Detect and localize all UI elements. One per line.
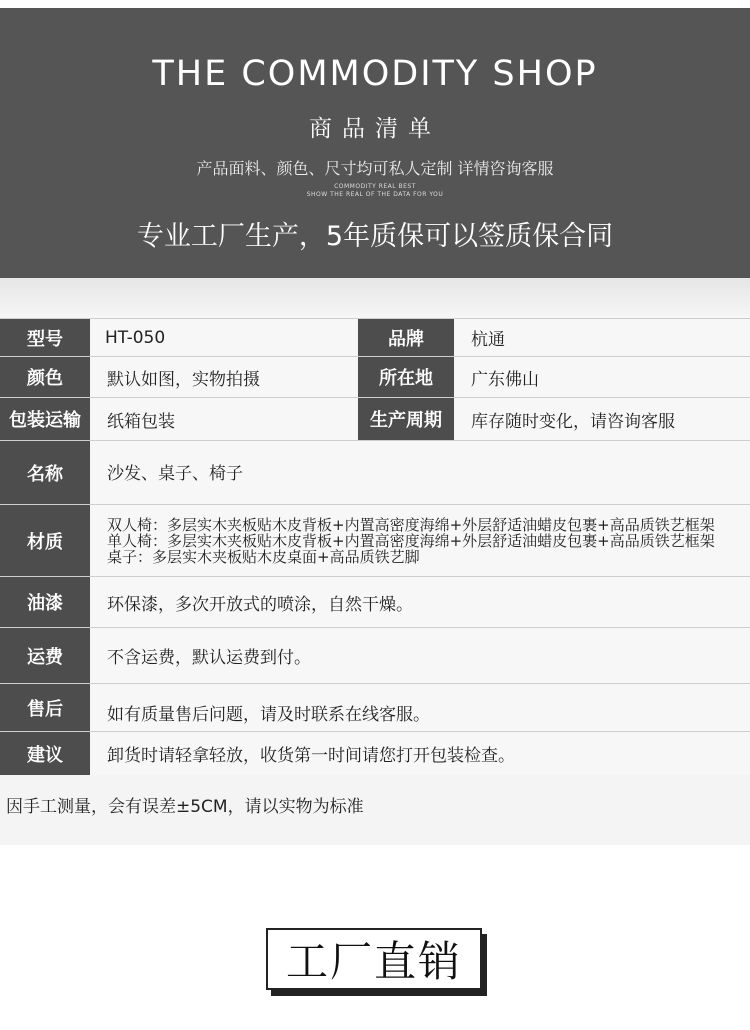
material-label: 材质: [0, 505, 90, 576]
model-label: 型号: [0, 319, 90, 356]
header-banner: [0, 8, 750, 278]
spec-row-aftersale: [0, 683, 750, 731]
name-label: 名称: [0, 441, 90, 504]
factory-direct-badge: 工厂直销: [266, 928, 482, 990]
material-value: [91, 505, 750, 576]
cycle-value: 库存随时变化，请咨询客服: [455, 398, 750, 440]
spec-row-paint: [0, 576, 750, 627]
origin-value: 广东佛山: [455, 357, 750, 397]
brand-label: 品牌: [358, 319, 454, 356]
spec-row-advice: [0, 731, 750, 775]
material-line-1: 双人椅：多层实木夹板贴木皮背板+内置高密度海绵+外层舒适油蜡皮包裹+高品质铁艺框架: [107, 515, 715, 534]
spec-row-freight: [0, 627, 750, 683]
customization-note: 产品面料、颜色、尺寸均可私人定制 详情咨询客服: [196, 159, 554, 178]
tiny-caption-1: COMMODITY REAL BEST: [334, 183, 416, 190]
model-value: HT-050: [91, 319, 357, 356]
color-label: 颜色: [0, 357, 90, 397]
spec-row-packing: [0, 397, 750, 440]
origin-label: 所在地: [358, 357, 454, 397]
tiny-caption-2: SHOW THE REAL OF THE DATA FOR YOU: [306, 191, 444, 198]
shop-subtitle: 商品清单: [309, 116, 441, 142]
cycle-label: 生产周期: [358, 398, 454, 440]
color-value: 默认如图，实物拍摄: [91, 357, 357, 397]
material-line-3: 桌子：多层实木夹板贴木皮桌面+高品质铁艺脚: [107, 547, 420, 566]
aftersale-value: 如有质量售后问题，请及时联系在线客服。: [91, 684, 750, 731]
spec-table: [0, 318, 750, 775]
paint-value: 环保漆，多次开放式的喷涂，自然干燥。: [91, 577, 750, 627]
aftersale-label: 售后: [0, 684, 90, 731]
freight-value: 不含运费，默认运费到付。: [91, 628, 750, 683]
warranty-slogan: 专业工厂生产，5年质保可以签质保合同: [136, 221, 614, 252]
advice-value: 卸货时请轻拿轻放，收货第一时间请您打开包装检查。: [91, 732, 750, 775]
brand-value: 杭通: [455, 319, 750, 356]
spec-row-color: [0, 356, 750, 397]
spec-row-material: [0, 504, 750, 576]
advice-label: 建议: [0, 732, 90, 775]
material-line-2: 单人椅：多层实木夹板贴木皮背板+内置高密度海绵+外层舒适油蜡皮包裹+高品质铁艺框架: [107, 531, 715, 550]
separator-band: [0, 278, 750, 318]
name-value: 沙发、桌子、椅子: [91, 441, 750, 504]
paint-label: 油漆: [0, 577, 90, 627]
spec-row-model: [0, 318, 750, 356]
spec-row-name: [0, 440, 750, 504]
shop-title: THE COMMODITY SHOP: [152, 54, 598, 94]
packing-label: 包装运输: [0, 398, 90, 440]
freight-label: 运费: [0, 628, 90, 683]
measurement-note: 因手工测量，会有误差±5CM，请以实物为标准: [6, 797, 364, 817]
packing-value: 纸箱包装: [91, 398, 357, 440]
